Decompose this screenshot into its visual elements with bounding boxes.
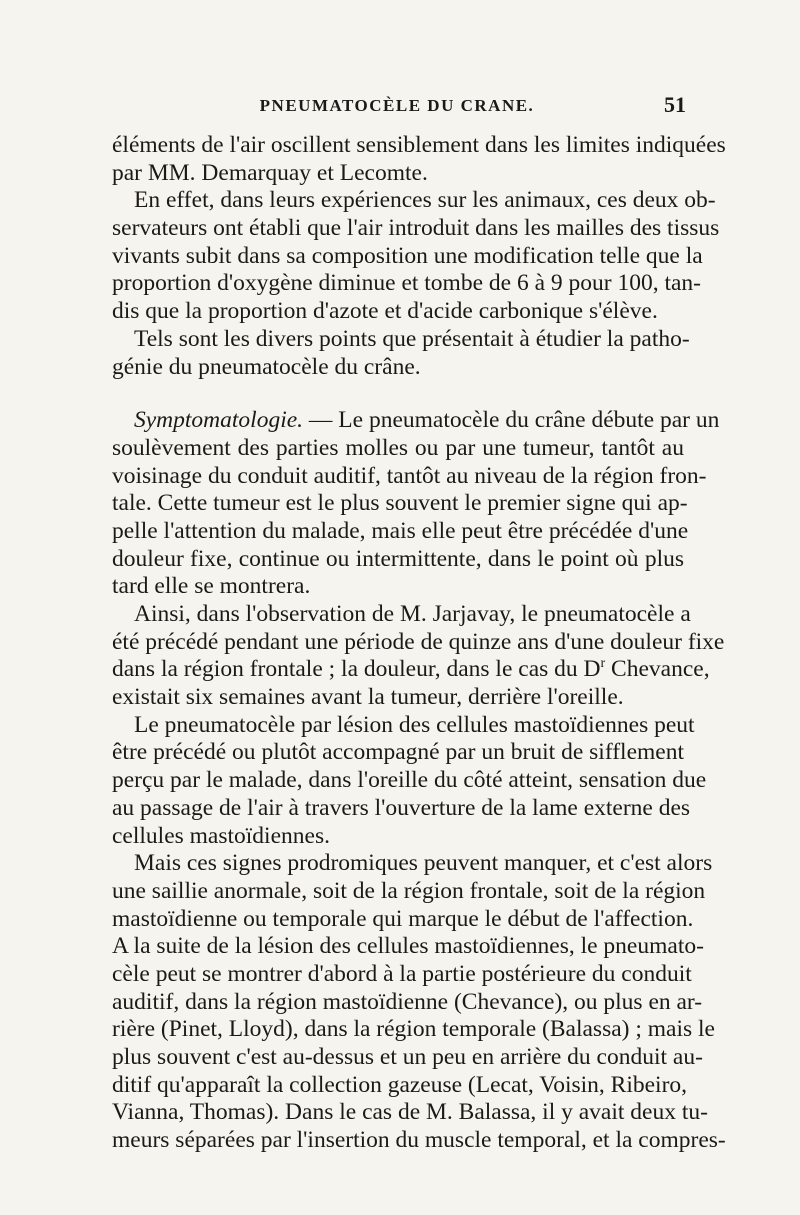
text-line: soulèvement des parties molles ou par une tumeur, tantôt au [112, 434, 684, 461]
text-line: ditif qu'apparaît la collection gazeuse (Lecat, Voisin, Ribeiro, [112, 1071, 688, 1098]
text-line: mastoïdienne ou temporale qui marque le début de l'affection. [112, 905, 694, 932]
text-line: Tels sont les divers points que présentait à étudier la patho- [134, 325, 690, 352]
text-line: une saillie anormale, soit de la région frontale, soit de la région [112, 877, 706, 904]
text-line: voisinage du conduit auditif, tantôt au niveau de la région fron- [112, 462, 707, 489]
text-line: douleur fixe, continue ou intermittente, dans le point où plus [112, 545, 684, 572]
text-line: par MM. Demarquay et Lecomte. [112, 159, 428, 186]
running-title: PNEUMATOCÈLE DU CRANE. [259, 96, 535, 115]
page-number: 51 [664, 92, 686, 117]
section-heading: Symptomatologie. [134, 407, 304, 434]
text-line: cellules mastoïdiennes. [112, 822, 330, 849]
body-text [112, 132, 726, 1155]
text-line: auditif, dans la région mastoïdienne (Chevance), ou plus en ar- [112, 988, 703, 1015]
text-line: En effet, dans leurs expériences sur les animaux, ces deux ob- [134, 187, 716, 214]
text-line: Le pneumatocèle par lésion des cellules mastoïdiennes peut [134, 711, 695, 738]
text-line: Vianna, Thomas). Dans le cas de M. Balassa, il y avait deux tu- [112, 1099, 708, 1126]
text-line: vivants subit dans sa composition une modification telle que la [112, 242, 703, 269]
text-line: proportion d'oxygène diminue et tombe de 6 à 9 pour 100, tan- [112, 270, 701, 297]
text-span: — Le pneumatocèle du crâne débute par un [303, 407, 720, 434]
text-line: tard elle se montrera. [112, 573, 311, 600]
text-line: éléments de l'air oscillent sensiblement dans les limites indiquées [112, 132, 726, 158]
text-line: existait six semaines avant la tumeur, derrière l'oreille. [112, 684, 624, 711]
text-line-with-sup [112, 656, 710, 684]
text-line: être précédé ou plutôt accompagné par un bruit de sifflement [112, 739, 684, 766]
superscript: r [600, 656, 606, 672]
text-line: pelle l'attention du malade, mais elle peut être précédée d'une [112, 517, 689, 544]
text-line: au passage de l'air à travers l'ouverture de la lame externe des [112, 794, 691, 821]
text-line: génie du pneumatocèle du crâne. [112, 353, 421, 380]
text-line: servateurs ont établi que l'air introduit dans les mailles des tissus [112, 215, 720, 242]
text-span: dans la région frontale ; la douleur, dans le cas du D [112, 656, 601, 683]
text-line: été précédé pendant une période de quinze ans d'une douleur fixe [112, 628, 725, 655]
text-line: dis que la proportion d'azote et d'acide carbonique s'élève. [112, 298, 658, 325]
section-gap [112, 381, 684, 407]
text-line: meurs séparées par l'insertion du muscle temporal, et la compres- [112, 1127, 726, 1154]
text-line: A la suite de la lésion des cellules mastoïdiennes, le pneumato- [112, 933, 704, 960]
text-line: perçu par le malade, dans l'oreille du côté atteint, sensation due [112, 767, 707, 794]
text-span: Chevance, [605, 656, 710, 683]
section-first-line [112, 407, 720, 435]
text-line: rière (Pinet, Lloyd), dans la région temporale (Balassa) ; mais le [112, 1016, 715, 1043]
text-line: Mais ces signes prodromiques peuvent manquer, et c'est alors [134, 850, 713, 877]
page-header [112, 92, 686, 117]
text-line: tale. Cette tumeur est le plus souvent le premier signe qui ap- [112, 490, 688, 517]
text-line: cèle peut se montrer d'abord à la partie postérieure du conduit [112, 960, 692, 987]
text-line: Ainsi, dans l'observation de M. Jarjavay, le pneumatocèle a [134, 601, 691, 627]
text-line: plus souvent c'est au-dessus et un peu en arrière du conduit au- [112, 1044, 703, 1070]
